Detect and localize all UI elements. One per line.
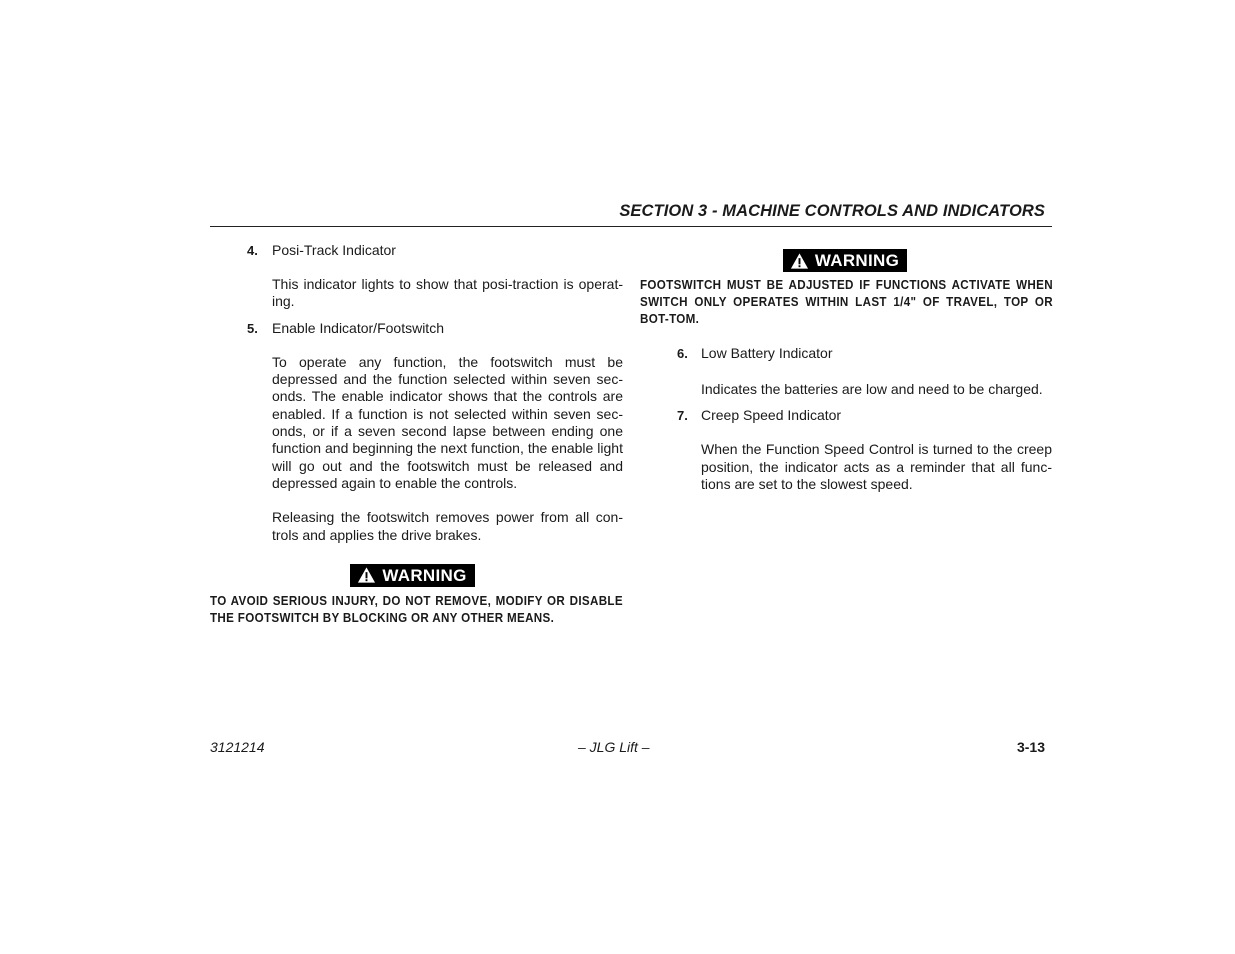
- warning-label: WARNING: [814, 250, 900, 270]
- warning-badge: [783, 249, 907, 272]
- list-item-4: [210, 242, 623, 311]
- warning-triangle-icon: [357, 566, 376, 584]
- item-title: Creep Speed Indicator: [701, 407, 842, 423]
- warning-triangle-icon: [790, 252, 809, 270]
- item-number: 5.: [247, 320, 258, 336]
- warning-text: TO AVOID SERIOUS INJURY, DO NOT REMOVE, MODIFY OR DISABLE THE FOOTSWITCH BY BLOCKING OR ANY OTHER MEANS.: [210, 593, 623, 625]
- right-column: [640, 249, 1052, 493]
- warning-badge: [350, 564, 474, 587]
- warning-text: FOOTSWITCH MUST BE ADJUSTED IF FUNCTIONS ACTIVATE WHEN SWITCH ONLY OPERATES WITHIN LAST 1/4" OF TRAVEL, TOP OR BOT-TOM.: [640, 277, 1053, 327]
- header-rule: [210, 226, 1052, 227]
- item-paragraph: This indicator lights to show that posi-traction is operat-ing.: [272, 276, 623, 310]
- page-number: 3-13: [1016, 739, 1045, 755]
- warning-label: WARNING: [382, 565, 467, 585]
- left-column: [210, 241, 623, 627]
- item-paragraph: When the Function Speed Control is turned to the creep position, the indicator acts as a reminder that all func-tions are set to the slowest speed.: [701, 441, 1052, 492]
- brand-name: – JLG Lift –: [578, 739, 650, 755]
- warning-block: [210, 564, 623, 627]
- doc-number: 3121214: [210, 739, 265, 755]
- item-title: Enable Indicator/Footswitch: [272, 319, 444, 336]
- item-paragraph: Indicates the batteries are low and need to be charged.: [701, 380, 1043, 397]
- item-number: 4.: [247, 243, 258, 258]
- warning-block: [640, 249, 1052, 328]
- item-paragraph: To operate any function, the footswitch must be depressed and the function selected within seven sec-onds. The enable indicator shows that the controls are enabled. If a function is not selected within seven sec-onds, or if a seven second lapse between ending one function and beginning the next function, the enable light will go out and the footswitch must be released and depressed again to enable the controls.: [272, 353, 623, 491]
- item-title: Posi-Track Indicator: [272, 242, 396, 258]
- item-number: 7.: [677, 408, 688, 423]
- section-title: SECTION 3 - MACHINE CONTROLS AND INDICATORS: [619, 202, 1045, 220]
- item-title: Low Battery Indicator: [701, 345, 833, 362]
- list-item-7: [640, 407, 1052, 493]
- list-item-6: [640, 345, 1052, 398]
- list-item-5: [210, 320, 623, 544]
- item-number: 6.: [677, 346, 688, 362]
- item-paragraph: Releasing the footswitch removes power from all con-trols and applies the drive brakes.: [272, 509, 623, 543]
